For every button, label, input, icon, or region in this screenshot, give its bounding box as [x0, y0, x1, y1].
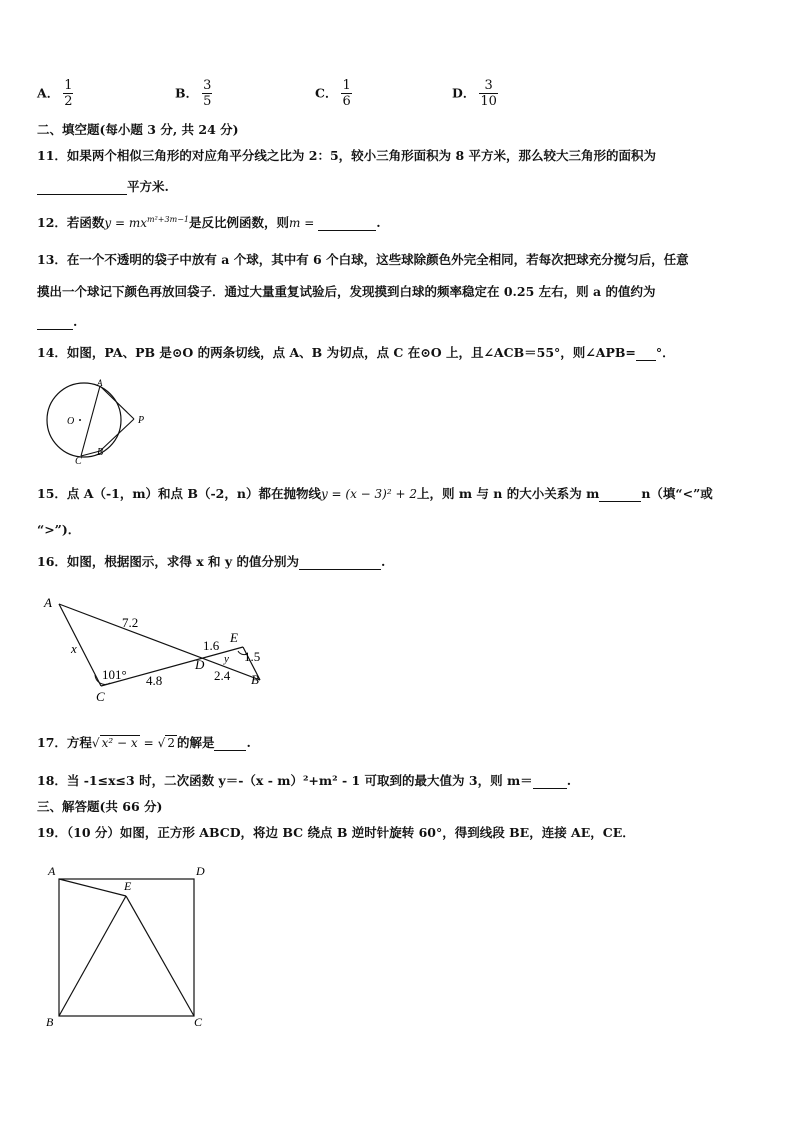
choice-c-num: 1: [342, 78, 351, 93]
choice-b-den: 5: [203, 94, 212, 109]
q19-square: [59, 879, 194, 1016]
q16-label-101: 101°: [102, 667, 127, 682]
choice-a-fraction: [63, 78, 73, 110]
q16-label-b: B: [251, 672, 259, 687]
q16-answer-blank[interactable]: [299, 554, 381, 570]
q19-label-b: B: [46, 1015, 54, 1029]
q15-pre: 15．点 A（-1，m）和点 B（-2，n）都在抛物线: [37, 486, 321, 501]
q11-answer-blank[interactable]: [37, 179, 127, 195]
q18-line: [37, 771, 571, 789]
q14-segment-pb: [100, 419, 134, 451]
q12-formula: [104, 216, 189, 230]
q14-answer-blank[interactable]: [636, 345, 656, 361]
q12-m-eq: m =: [289, 216, 315, 230]
q14-line: [37, 343, 675, 361]
q12-formula-exp: m²+3m−1: [147, 215, 189, 224]
q16-label-c: C: [96, 689, 105, 704]
choice-a: [37, 78, 73, 110]
q14-segment-ac: [81, 386, 100, 456]
q16-label-7-2: 7.2: [122, 615, 139, 630]
q19-segment-ae: [59, 879, 126, 896]
q11-line1: 11．如果两个相似三角形的对应角平分线之比为 2：5，较小三角形面积为 8 平方米，那么较大三角形的面积为: [37, 148, 657, 163]
q12-answer-blank[interactable]: [318, 215, 376, 231]
q15-mid: 上，则 m 与 n 的大小关系为 m: [417, 486, 600, 501]
choice-a-den: 2: [64, 94, 73, 109]
q11-line2: [37, 177, 169, 195]
q16-label-e: E: [230, 630, 238, 645]
q17-pre: 17．方程: [37, 735, 92, 750]
q14-figure: [40, 376, 160, 466]
choice-d: [452, 78, 498, 110]
q19-figure: [44, 862, 224, 1037]
q12-formula-base: y = mx: [104, 216, 148, 230]
q17-post: 的解是: [176, 735, 215, 750]
choice-a-label: A．: [37, 85, 60, 101]
q14-label-o: O: [67, 416, 75, 427]
q19-label-d: D: [196, 864, 205, 878]
q14-label-b: B: [97, 447, 104, 458]
choice-b: [175, 78, 212, 110]
q16-figure: [40, 592, 280, 702]
q16-label-4-8: 4.8: [146, 673, 163, 688]
q19-label-c: C: [194, 1015, 203, 1029]
choice-c-den: 6: [342, 94, 351, 109]
q19-segment-ce: [126, 896, 194, 1016]
choice-b-fraction: [202, 78, 212, 110]
q15-line2: “>”)．: [37, 522, 81, 537]
choice-c: [315, 78, 352, 110]
q13-line3: [37, 314, 77, 330]
q16-label-a: A: [44, 595, 52, 610]
q17-equals: =: [143, 736, 154, 750]
q14-label-a: A: [97, 378, 103, 388]
section-3-title: 三、解答题(共 66 分): [37, 799, 163, 814]
choice-d-label: D．: [452, 85, 476, 101]
q16-label-1-5: 1.5: [244, 649, 261, 664]
choice-d-fraction: [479, 78, 498, 110]
q12-pre: 12．若函数: [37, 215, 105, 230]
q16-label-2-4: 2.4: [214, 668, 231, 683]
q16-label-y: y: [224, 653, 229, 665]
q14-label-p: P: [138, 415, 145, 426]
q16-label-1-6: 1.6: [203, 638, 220, 653]
q19-segment-be: [59, 896, 126, 1016]
choice-b-num: 3: [203, 78, 212, 93]
choice-d-den: 10: [480, 94, 497, 109]
q13-answer-blank[interactable]: [37, 314, 73, 330]
q14-center-dot: [79, 419, 81, 421]
section-2-title: 二、填空题(每小题 3 分, 共 24 分): [37, 122, 239, 137]
q17-line: [37, 733, 251, 751]
q17-radicand-2: 2: [167, 736, 175, 750]
q14-tail: °．: [655, 345, 675, 360]
q16-label-x: x: [71, 641, 77, 656]
q15-formula: y = (x − 3)² + 2: [320, 487, 417, 501]
q13-line1: 13．在一个不透明的袋子中放有 a 个球，其中有 6 个白球，这些球除颜色外完全相同，若每次把球充分搅匀后，任意: [37, 252, 689, 267]
q13-tail: .: [73, 314, 78, 329]
q15-line1: [37, 484, 713, 502]
q17-radical-1: √ x² − x: [91, 736, 138, 750]
q17-answer-blank[interactable]: [214, 735, 246, 751]
q18-tail: .: [566, 773, 572, 788]
q12-line: [37, 213, 381, 231]
q19-line: 19．（10 分）如图，正方形 ABCD，将边 BC 绕点 B 逆时针旋转 60°，得到线段 BE，连接 AE，CE．: [37, 825, 635, 840]
q18-text: 18．当 -1≤x≤3 时，二次函数 y＝-（x - m）²+m² - 1 可取到的最大值为 3，则 m＝: [37, 773, 533, 788]
q14-label-c: C: [75, 456, 82, 467]
q19-label-e: E: [124, 879, 132, 893]
q13-line2: 摸出一个球记下颜色再放回袋子．通过大量重复试验后，发现摸到白球的频率稳定在 0.25 左右，则 a 的值约为: [37, 284, 656, 299]
q12-post: .: [376, 215, 381, 230]
q15-post: n（填“<”或: [641, 486, 713, 501]
q19-label-a: A: [48, 864, 56, 878]
q16-line: [37, 552, 385, 570]
q17-tail: .: [246, 735, 251, 750]
q16-text: 16．如图，根据图示，求得 x 和 y 的值分别为: [37, 554, 300, 569]
choice-c-label: C．: [315, 85, 338, 101]
q12-mid: 是反比例函数，则: [188, 215, 289, 230]
q14-segment-pa: [100, 386, 134, 419]
choice-a-num: 1: [64, 78, 73, 93]
choice-b-label: B．: [175, 85, 199, 101]
q11-tail: 平方米.: [127, 179, 169, 194]
q16-segment-ac: [59, 604, 101, 686]
q16-tail: .: [381, 554, 386, 569]
q16-label-d: D: [195, 657, 205, 672]
q18-answer-blank[interactable]: [533, 773, 567, 789]
q17-radical-2: √ 2: [157, 736, 175, 750]
q15-answer-blank[interactable]: [599, 486, 641, 502]
q17-radicand-1: x² − x: [101, 736, 138, 750]
choice-c-fraction: [341, 78, 351, 110]
choice-d-num: 3: [484, 78, 493, 93]
q14-text: 14．如图，PA、PB 是⊙O 的两条切线，点 A、B 为切点，点 C 在⊙O 上，且∠ACB＝55°，则∠APB=: [37, 345, 636, 360]
